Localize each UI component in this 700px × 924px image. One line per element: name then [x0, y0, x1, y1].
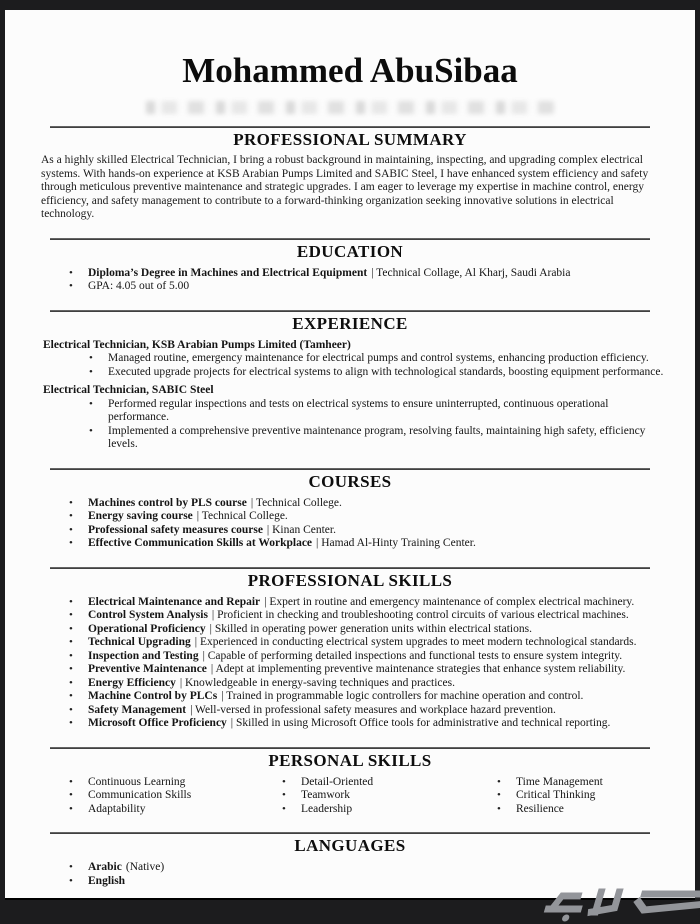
job-bullet-list — [5, 352, 695, 379]
list-item — [88, 267, 667, 281]
section-courses — [5, 468, 695, 551]
list-item: • Performed regular inspections and tests on electrical systems to ensure uninterrupted, continuous operational performance. — [108, 398, 671, 425]
list-item — [88, 497, 667, 511]
section-personal-skills — [5, 747, 695, 817]
item-bold-text: Inspection and Testing — [88, 649, 199, 662]
list-item — [88, 704, 667, 718]
section-title-education: EDUCATION — [296, 241, 404, 261]
section-divider — [50, 747, 650, 749]
item-text: GPA: 4.05 out of 5.00 — [88, 280, 190, 292]
section-title-courses: COURSES — [308, 471, 392, 491]
job-heading: Electrical Technician, SABIC Steel — [43, 384, 214, 396]
list-item: • Managed routine, emergency maintenance for electrical pumps and control systems, enhancing production efficiency. — [108, 352, 671, 366]
item-text: | Capable of performing detailed inspections and functional tests to ensure system integrity. — [202, 649, 623, 662]
list-item — [88, 524, 667, 538]
section-experience — [5, 310, 695, 452]
list-item — [88, 510, 667, 524]
section-title-professional-skills: PROFESSIONAL SKILLS — [247, 570, 453, 590]
job-bullet-list — [5, 398, 695, 452]
skill-item: • Leadership — [301, 803, 516, 817]
skill-item: • Time Management — [516, 776, 675, 790]
item-bold-text: Diploma’s Degree in Machines and Electrical Equipment — [88, 266, 368, 279]
section-divider — [50, 468, 650, 470]
list-item — [88, 636, 667, 650]
education-list — [5, 267, 695, 294]
item-bold-text: Control System Analysis — [88, 609, 208, 621]
skill-item: • Teamwork — [301, 789, 516, 803]
item-bold-text: Energy saving course — [88, 510, 193, 522]
section-divider — [50, 238, 650, 240]
item-bold-text: Arabic — [88, 861, 122, 873]
section-divider — [50, 126, 650, 128]
skill-item: • Resilience — [516, 803, 675, 817]
item-bold-text: Microsoft Office Proficiency — [88, 717, 227, 729]
item-bold-text: Technical Upgrading — [88, 636, 191, 648]
resume-page — [5, 10, 695, 900]
list-item — [88, 280, 667, 294]
item-text: | Experienced in conducting electrical system upgrades to meet modern technological standards. — [194, 636, 637, 648]
section-title-personal-skills: PERSONAL SKILLS — [268, 750, 432, 770]
skill-item: • Critical Thinking — [516, 789, 675, 803]
item-text: | Kinan Center. — [266, 523, 336, 536]
list-item — [88, 663, 667, 677]
professional-skills-list — [5, 596, 695, 731]
list-item — [88, 623, 667, 637]
item-bold-text: Preventive Maintenance — [88, 663, 207, 675]
person-name: Mohammed AbuSibaa — [182, 51, 518, 90]
item-text: | Expert in routine and emergency maintenance of complex electrical machinery. — [264, 595, 635, 608]
section-divider — [50, 310, 650, 312]
item-text: | Well-versed in professional safety measures and workplace hazard prevention. — [190, 703, 556, 716]
section-divider — [50, 832, 650, 834]
list-item — [88, 717, 667, 731]
item-text: | Trained in programmable logic controllers for machine operation and control. — [221, 690, 584, 702]
contact-info-redacted — [146, 101, 554, 114]
skill-item: • Communication Skills — [88, 789, 301, 803]
skill-item: • Detail-Oriented — [301, 776, 516, 790]
summary-paragraph: As a highly skilled Electrical Technician, I bring a robust background in maintaining, inspecting, and upgrading complex electrical systems. With hands-on experience at KSB Arabian Pumps Limited and SABIC Steel, I have enhanced system efficiency and safety through meticulous preventive maintenance and strategic upgrades. I am eager to leverage my expertise in machine control, energy efficiency, and safety management to contribute to a forward-thinking organization seeking innovative solutions in electrical technology. — [41, 154, 649, 220]
list-item — [88, 861, 667, 875]
haraj-logo-watermark — [540, 882, 700, 924]
section-title-professional-summary: PROFESSIONAL SUMMARY — [233, 130, 467, 149]
list-item — [88, 650, 667, 664]
courses-list — [5, 497, 695, 551]
item-text: | Technical Collage, Al Kharj, Saudi Arabia — [371, 266, 571, 279]
job-heading: Electrical Technician, KSB Arabian Pumps Limited (Tamheer) — [43, 338, 351, 351]
item-text: | Skilled in operating power generation units within electrical stations. — [209, 622, 532, 635]
list-item: • Executed upgrade projects for electrical systems to align with technological standards, boosting equipment performance. — [108, 366, 671, 380]
personal-skills-grid — [88, 776, 675, 817]
item-text: | Skilled in using Microsoft Office tools for administrative and technical reporting. — [230, 717, 611, 729]
item-bold-text: Safety Management — [88, 703, 187, 716]
section-professional-summary — [5, 126, 695, 222]
item-text: | Technical College. — [250, 496, 342, 509]
item-bold-text: Effective Communication Skills at Workplace — [88, 537, 313, 549]
section-languages — [5, 832, 695, 888]
item-bold-text: Energy Efficiency — [88, 676, 176, 689]
section-divider — [50, 567, 650, 569]
item-text: | Hamad Al-Hinty Training Center. — [316, 537, 476, 549]
item-text: | Proficient in checking and troubleshooting control circuits of various electrical machines. — [211, 609, 629, 621]
item-text: | Technical College. — [196, 510, 288, 522]
item-text: | Knowledgeable in energy-saving techniques and practices. — [179, 676, 455, 689]
item-bold-text: Electrical Maintenance and Repair — [88, 595, 261, 608]
item-bold-text: English — [88, 874, 126, 887]
section-title-languages: LANGUAGES — [294, 836, 406, 855]
list-item — [88, 609, 667, 623]
section-title-experience: EXPERIENCE — [292, 313, 408, 333]
list-item — [88, 596, 667, 610]
item-text: (Native) — [125, 861, 165, 873]
item-text: | Adept at implementing preventive maintenance strategies that enhance system reliability. — [210, 663, 626, 675]
item-bold-text: Machine Control by PLCs — [88, 690, 218, 702]
list-item — [88, 690, 667, 704]
item-bold-text: Machines control by PLS course — [88, 496, 247, 509]
skill-item: • Continuous Learning — [88, 776, 301, 790]
list-item — [88, 677, 667, 691]
section-professional-skills — [5, 567, 695, 731]
skill-item: • Adaptability — [88, 803, 301, 817]
section-education — [5, 238, 695, 294]
item-bold-text: Operational Proficiency — [88, 622, 206, 635]
list-item — [88, 537, 667, 551]
item-bold-text: Professional safety measures course — [88, 523, 263, 536]
list-item: • Implemented a comprehensive preventive maintenance program, resolving faults, maintaining high safety, efficiency levels. — [108, 425, 671, 452]
